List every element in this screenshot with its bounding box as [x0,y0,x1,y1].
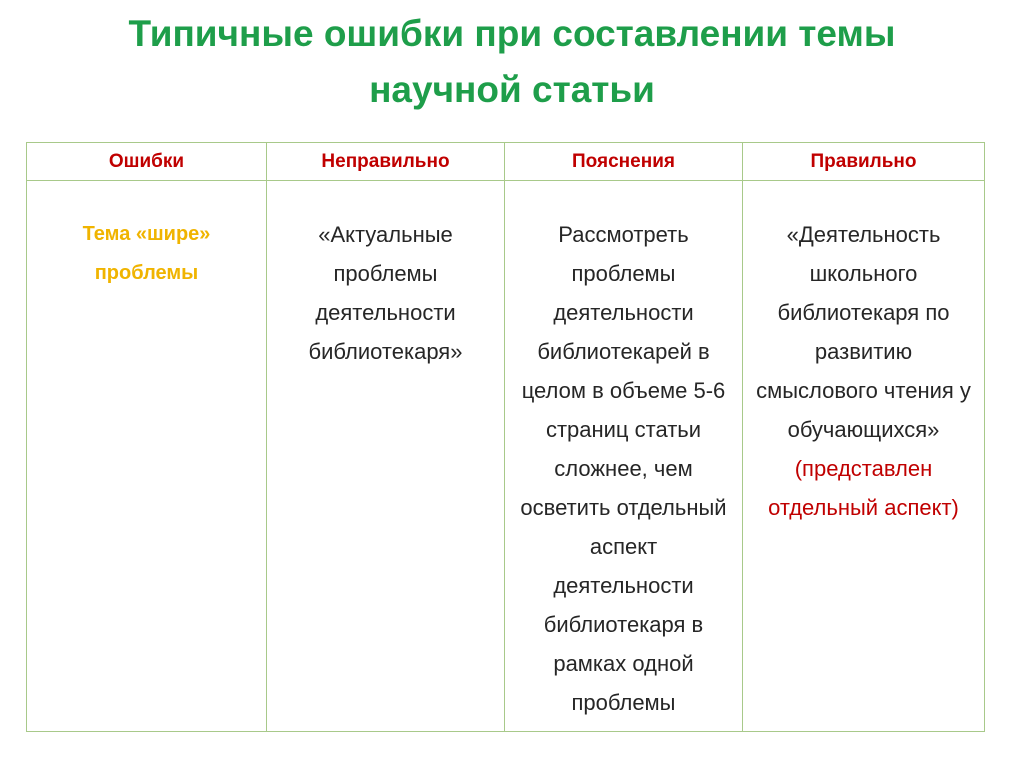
cell-line: рамках одной [553,651,694,676]
cell-correct [743,181,985,732]
cell-note-line: (представлен [794,456,933,481]
slide-title-line-2: научной статьи [369,69,655,110]
cell-line: страниц статьи [545,417,702,442]
cell-line: аспект [589,534,658,559]
cell-note-line: отдельный аспект) [768,495,959,520]
cell-line: школьного [809,261,918,286]
cell-line: сложнее, чем [554,456,693,481]
header-errors: Ошибки [27,143,267,181]
cell-wrong [267,181,505,732]
header-wrong: Неправильно [267,143,505,181]
cell-line: деятельности [553,573,694,598]
cell-line: библиотекарей в [537,339,710,364]
cell-line: библиотекаря по [777,300,950,325]
cell-line: Тема «шире» [82,223,211,245]
cell-line: проблемы [94,262,199,284]
header-correct: Правильно [743,143,985,181]
cell-line: развитию [814,339,913,364]
cell-line: целом в объеме 5-6 [521,378,726,403]
cell-explanation [505,181,743,732]
table-header-row [27,143,985,181]
cell-line: осветить отдельный [520,495,727,520]
cell-line: библиотекаря» [308,339,463,364]
cell-line: Рассмотреть [558,222,689,247]
header-explanations: Пояснения [505,143,743,181]
cell-line: проблемы [571,261,676,286]
cell-line: библиотекаря в [543,612,704,637]
cell-line: проблемы [571,690,676,715]
cell-line: «Деятельность [786,222,941,247]
cell-line: деятельности [553,300,694,325]
cell-line: деятельности [315,300,456,325]
cell-line: смыслового чтения у [756,378,971,403]
slide-title [40,6,984,118]
slide-title-line-1: Типичные ошибки при составлении темы [128,13,896,54]
cell-error [27,181,267,732]
cell-line: обучающихся» [787,417,940,442]
table-row [27,181,985,732]
cell-line: проблемы [333,261,438,286]
errors-table [26,142,985,732]
cell-line: «Актуальные [318,222,453,247]
